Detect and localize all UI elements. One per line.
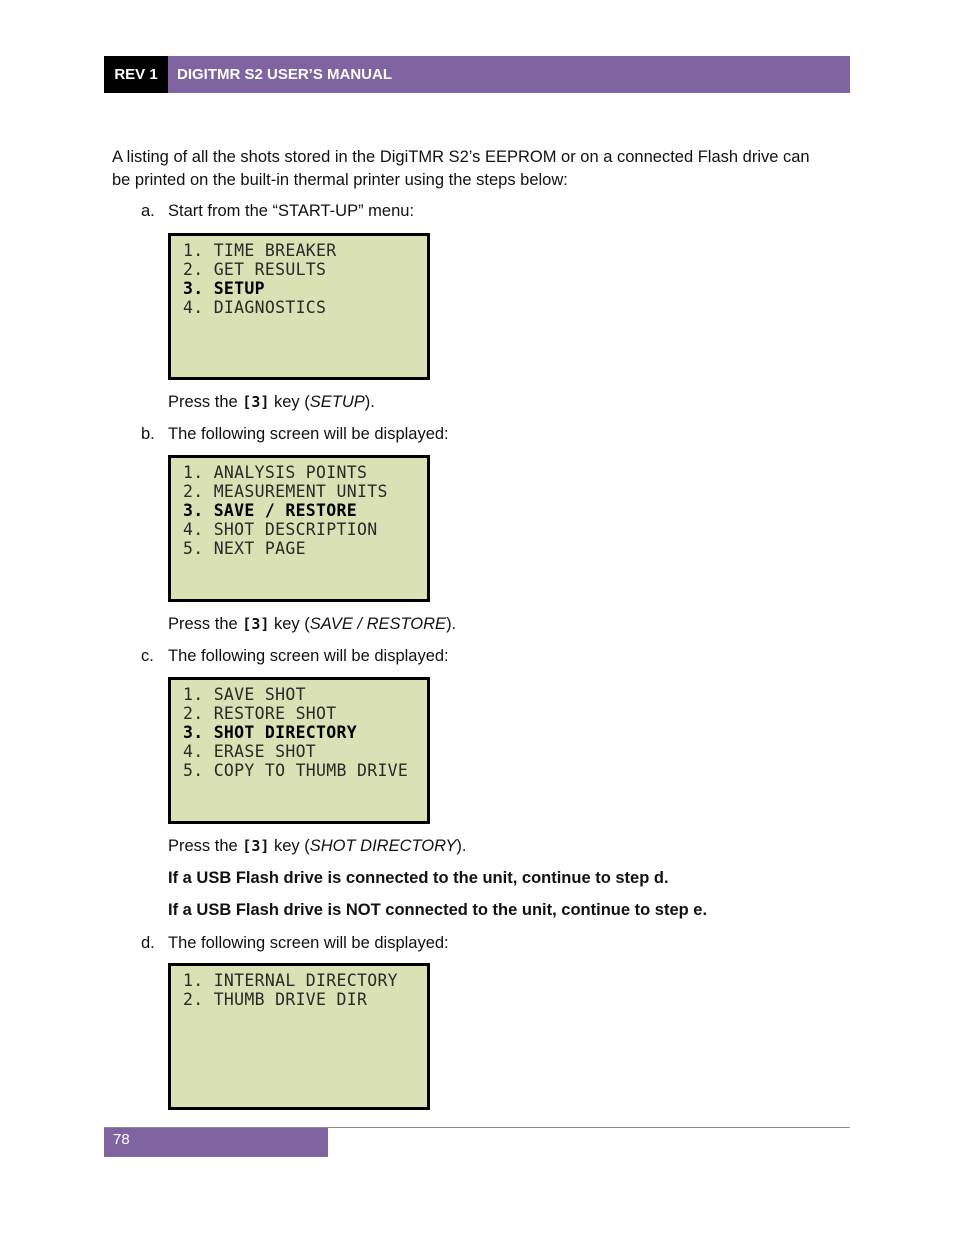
press-instruction-3: Press the [3] key (SHOT DIRECTORY). bbox=[168, 837, 467, 855]
step-a-letter: a. bbox=[141, 202, 155, 220]
lcd-line-selected: 3. SETUP bbox=[183, 279, 265, 298]
press-instruction-2: Press the [3] key (SAVE / RESTORE). bbox=[168, 615, 457, 633]
lcd-line: 1. ANALYSIS POINTS bbox=[183, 463, 368, 482]
lcd-screen-setup-menu bbox=[168, 455, 430, 602]
note-flash-connected: If a USB Flash drive is connected to the unit, continue to step d. bbox=[168, 869, 669, 887]
lcd-line-selected: 3. SAVE / RESTORE bbox=[183, 501, 357, 520]
note-flash-not-connected: If a USB Flash drive is NOT connected to the unit, continue to step e. bbox=[168, 901, 708, 919]
lcd-screen-startup-menu bbox=[168, 233, 430, 380]
lcd-line: 2. MEASUREMENT UNITS bbox=[183, 482, 388, 501]
revision-label: REV 1 bbox=[104, 56, 168, 93]
step-b-letter: b. bbox=[141, 425, 155, 443]
page-number: 78 bbox=[104, 1128, 328, 1157]
lcd-line: 1. INTERNAL DIRECTORY bbox=[183, 971, 398, 990]
intro-paragraph: A listing of all the shots stored in the DigiTMR S2’s EEPROM or on a connected Flash drive can be printed on the built-in thermal printer using the steps below: bbox=[112, 148, 810, 189]
step-d-text: The following screen will be displayed: bbox=[168, 934, 449, 952]
lcd-line: 2. RESTORE SHOT bbox=[183, 704, 337, 723]
lcd-line-selected: 3. SHOT DIRECTORY bbox=[183, 723, 357, 742]
lcd-line: 5. NEXT PAGE bbox=[183, 539, 306, 558]
manual-title: DIGITMR S2 USER’S MANUAL bbox=[168, 56, 850, 93]
step-d-letter: d. bbox=[141, 934, 155, 952]
key-3: [3] bbox=[242, 393, 270, 411]
press-instruction-1: Press the [3] key (SETUP). bbox=[168, 393, 375, 411]
key-3: [3] bbox=[242, 615, 270, 633]
lcd-line: 4. SHOT DESCRIPTION bbox=[183, 520, 378, 539]
lcd-line: 1. SAVE SHOT bbox=[183, 685, 306, 704]
step-a-text: Start from the “START-UP” menu: bbox=[168, 202, 415, 220]
lcd-screen-directory-menu bbox=[168, 963, 430, 1110]
lcd-line: 4. DIAGNOSTICS bbox=[183, 298, 327, 317]
lcd-line: 5. COPY TO THUMB DRIVE bbox=[183, 761, 409, 780]
step-c-text: The following screen will be displayed: bbox=[168, 647, 449, 665]
step-b-text: The following screen will be displayed: bbox=[168, 425, 449, 443]
lcd-line: 4. ERASE SHOT bbox=[183, 742, 317, 761]
lcd-line: 2. THUMB DRIVE DIR bbox=[183, 990, 368, 1009]
lcd-screen-save-restore-menu bbox=[168, 677, 430, 824]
key-3: [3] bbox=[242, 837, 270, 855]
page-header bbox=[104, 56, 850, 93]
lcd-line: 1. TIME BREAKER bbox=[183, 241, 337, 260]
lcd-line: 2. GET RESULTS bbox=[183, 260, 327, 279]
step-c-letter: c. bbox=[141, 647, 154, 665]
